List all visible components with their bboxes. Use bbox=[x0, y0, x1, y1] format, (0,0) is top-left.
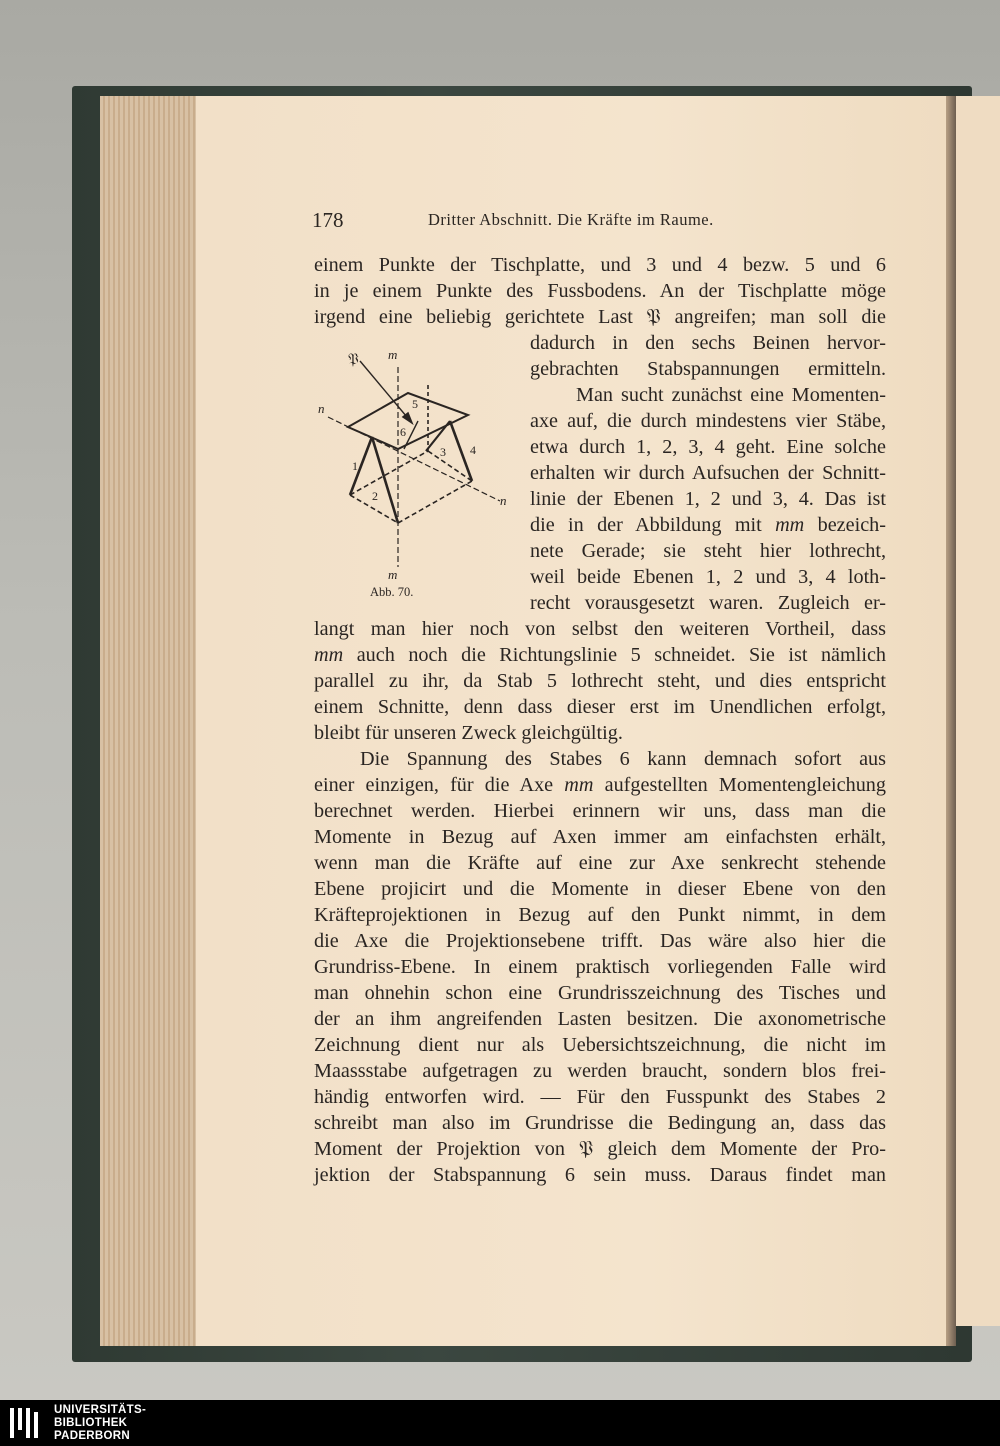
text-line: linie der Ebenen 1, 2 und 3, 4. Das ist bbox=[530, 488, 886, 510]
library-footer bbox=[0, 1400, 1000, 1446]
axis-n-left-label: n bbox=[318, 401, 325, 416]
bar-4-label: 4 bbox=[470, 443, 476, 457]
text-line: die Axe die Projektionsebene trifft. Das wäre also hier die bbox=[314, 930, 886, 952]
bar-3-label: 3 bbox=[440, 445, 446, 459]
chapter-title: Dritter Abschnitt. Die Kräfte im Raume. bbox=[428, 210, 714, 229]
text-line: der an ihm angreifenden Lasten besitzen. Die axonometrische bbox=[314, 1008, 886, 1030]
text-line bbox=[314, 772, 886, 798]
text-line: erhalten wir durch Aufsuchen der Schnitt- bbox=[530, 462, 886, 484]
text-line: man ohnehin schon eine Grundrisszeichnung des Tisches und bbox=[314, 982, 886, 1004]
text-line: etwa durch 1, 2, 3, 4 geht. Eine solche bbox=[530, 436, 886, 458]
text-line: in je einem Punkte des Fussbodens. An der Tischplatte möge bbox=[314, 280, 886, 302]
text-run: aufgestellten Momentengleichung bbox=[593, 774, 886, 796]
text-line: schreibt man also im Grundrisse die Bedingung an, dass das bbox=[314, 1112, 886, 1134]
text-line: einem Schnitte, denn dass dieser erst im Unendlichen erfolgt, bbox=[314, 696, 886, 718]
table-diagram bbox=[300, 345, 530, 605]
logo-line: PADERBORN bbox=[54, 1430, 130, 1442]
running-head bbox=[312, 208, 892, 238]
symbol-mm: mm bbox=[314, 644, 344, 666]
text-line bbox=[314, 642, 886, 668]
text-line: Kräfteprojektionen in Bezug auf den Punkt nimmt, in dem bbox=[314, 904, 886, 926]
text-run: die in der Abbildung mit bbox=[530, 514, 776, 536]
bar-5-label: 5 bbox=[412, 397, 418, 411]
text-line: Die Spannung des Stabes 6 kann demnach sofort aus bbox=[360, 748, 886, 770]
text-line: Grundriss-Ebene. In einem praktisch vorliegenden Falle wird bbox=[314, 956, 886, 978]
text-line: händig entworfen wird. — Für den Fusspunkt des Stabes 2 bbox=[314, 1086, 886, 1108]
text-line: Maassstabe aufgetragen zu werden braucht, sondern blos frei- bbox=[314, 1060, 886, 1082]
text-line: Zeichnung dient nur als Uebersichtszeichnung, die nicht im bbox=[314, 1034, 886, 1056]
text-line: Momente in Bezug auf Axen immer am einfachsten erhält, bbox=[314, 826, 886, 848]
page-edges bbox=[100, 96, 196, 1346]
text-line: recht vorausgesetzt waren. Zugleich er- bbox=[530, 592, 886, 614]
axis-n-right-label: n bbox=[500, 493, 507, 508]
text-line: jektion der Stabspannung 6 sein muss. Daraus findet man bbox=[314, 1164, 886, 1186]
text-line: Moment der Projektion von 𝔓 gleich dem Momente der Pro- bbox=[314, 1138, 886, 1160]
library-logo-icon bbox=[10, 1408, 46, 1438]
text-line bbox=[530, 512, 886, 538]
axis-m-top-label: m bbox=[388, 347, 398, 362]
figure-abb-70 bbox=[300, 345, 530, 605]
facing-page bbox=[956, 96, 1000, 1326]
book-gutter bbox=[946, 96, 956, 1346]
text-line: wenn man die Kräfte auf eine zur Axe senkrecht stehende bbox=[314, 852, 886, 874]
library-logo-text bbox=[54, 1404, 146, 1443]
text-line: nete Gerade; sie steht hier lothrecht, bbox=[530, 540, 886, 562]
text-line: Ebene projicirt und die Momente in dieser Ebene von den bbox=[314, 878, 886, 900]
symbol-mm: mm bbox=[564, 774, 594, 796]
axis-m-bottom-label: m bbox=[388, 567, 398, 582]
text-line: parallel zu ihr, da Stab 5 lothrecht steht, und dies entspricht bbox=[314, 670, 886, 692]
logo-line: UNIVERSITÄTS- bbox=[54, 1404, 147, 1416]
text-line: gebrachten Stabspannungen ermitteln. bbox=[530, 358, 886, 380]
bar-2-label: 2 bbox=[372, 489, 378, 503]
text-line: berechnet werden. Hierbei erinnern wir uns, dass man die bbox=[314, 800, 886, 822]
text-line: weil beide Ebenen 1, 2 und 3, 4 loth- bbox=[530, 566, 886, 588]
text-line: langt man hier noch von selbst den weiteren Vortheil, dass bbox=[314, 618, 886, 640]
force-P-label: 𝔓 bbox=[348, 352, 359, 368]
symbol-mm: mm bbox=[775, 514, 805, 536]
text-run: bezeich- bbox=[804, 514, 886, 536]
page-number: 178 bbox=[312, 208, 344, 232]
text-line: einem Punkte der Tischplatte, und 3 und 4 bezw. 5 und 6 bbox=[314, 254, 886, 276]
text-line: bleibt für unseren Zweck gleichgültig. bbox=[314, 722, 623, 744]
text-line: axe auf, die durch mindestens vier Stäbe, bbox=[530, 410, 886, 432]
bar-6-label: 6 bbox=[400, 425, 406, 439]
text-run: einer einzigen, für die Axe bbox=[314, 774, 565, 796]
text-run: auch noch die Richtungslinie 5 schneidet. Sie ist nämlich bbox=[343, 644, 886, 666]
text-line: dadurch in den sechs Beinen hervor- bbox=[530, 332, 886, 354]
text-line: irgend eine beliebig gerichtete Last 𝔓 angreifen; man soll die bbox=[314, 306, 886, 328]
text-line: Man sucht zunächst eine Momenten- bbox=[576, 384, 886, 406]
logo-line: BIBLIOTHEK bbox=[54, 1417, 128, 1429]
figure-caption: Abb. 70. bbox=[370, 585, 414, 599]
bar-1-label: 1 bbox=[352, 459, 358, 473]
